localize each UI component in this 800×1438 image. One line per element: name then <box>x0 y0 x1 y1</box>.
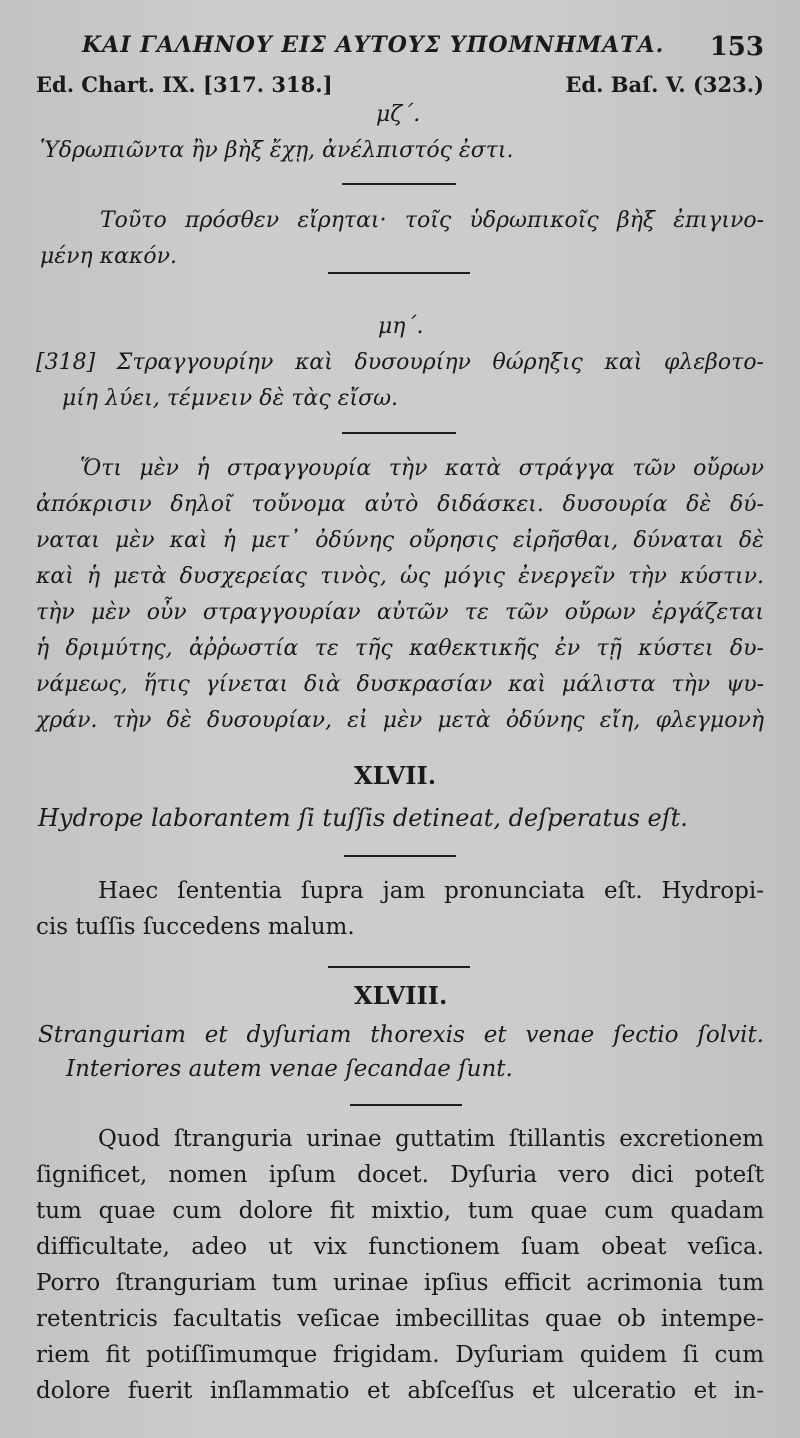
greek-aphorism-48-line: μίη λύει, τέμνειν δὲ τὰς εἴσω. <box>62 386 399 411</box>
latin-aphorism-48-line: Stranguriam et dyſuriam thorexis et venae ſectio ſolvit. <box>38 1022 764 1048</box>
running-title: ΚΑΙ ΓΑΛΗΝΟΥ ΕΙΣ ΑΥΤΟΥΣ ΥΠΟΜΝΗΜΑΤΑ. <box>82 32 665 58</box>
latin-aphorism-48-line: Interiores autem venae ſecandae ſunt. <box>66 1056 513 1082</box>
greek-comment-48-line: ἡ δριμύτης, ἀῤῥωστία τε τῆς καθεκτικῆς ἐν τῇ κύστει δυ- <box>36 636 764 661</box>
section-divider <box>342 183 456 185</box>
latin-comment-47-line: cis tuſſis ſuccedens malum. <box>36 914 355 940</box>
edition-ref-left: Ed. Chart. IX. [317. 318.] <box>36 72 333 97</box>
greek-comment-48-line: Ὅτι μὲν ἡ στραγγουρία τὴν κατὰ στράγγα τῶν οὔρων <box>80 456 764 481</box>
greek-section-48-number: μη΄. <box>378 314 424 339</box>
latin-comment-48-line: tum quae cum dolore fit mixtio, tum quae cum quadam <box>36 1198 764 1224</box>
section-divider <box>350 1104 462 1106</box>
latin-comment-48-line: difficultate, adeo ut vix functionem ſuam obeat veſica. <box>36 1234 764 1260</box>
latin-section-47-number: XLVII. <box>354 761 437 790</box>
latin-comment-48-line: Porro ſtranguriam tum urinae ipſius efficit acrimonia tum <box>36 1270 764 1296</box>
greek-comment-47-line: μένη κακόν. <box>40 244 177 269</box>
section-divider <box>344 855 456 857</box>
latin-aphorism-47: Hydrope laborantem ſi tuſſis detineat, deſperatus eſt. <box>38 804 688 832</box>
latin-comment-48-line: ſignificet, nomen ipſum docet. Dyſuria vero dici poteſt <box>36 1162 764 1188</box>
latin-comment-48-line: Quod ſtranguria urinae guttatim ſtillantis excretionem <box>98 1126 764 1152</box>
greek-comment-48-line: χράν. τὴν δὲ δυσουρίαν, εἰ μὲν μετὰ ὀδύνης εἴη, φλεγμονὴ <box>36 708 764 733</box>
edition-ref-right: Ed. Baſ. V. (323.) <box>565 72 764 97</box>
section-divider <box>328 966 470 968</box>
greek-aphorism-48-line: [318] Στραγγουρίην καὶ δυσουρίην θώρηξις καὶ φλεβοτο- <box>36 350 764 375</box>
greek-comment-48-line: τὴν μὲν οὖν στραγγουρίαν αὐτῶν τε τῶν οὔρων ἐργάζεται <box>36 600 764 625</box>
section-divider <box>328 272 470 274</box>
latin-comment-48-line: dolore fuerit inſlammatio et abſceſſus et ulceratio et in- <box>36 1378 764 1404</box>
latin-comment-48-line: retentricis facultatis veſicae imbecillitas quae ob intempe- <box>36 1306 764 1332</box>
greek-section-47-number: μζ΄. <box>376 102 421 127</box>
section-divider <box>342 432 456 434</box>
greek-comment-48-line: ναται μὲν καὶ ἡ μετ᾽ ὀδύνης οὔρησις εἰρῆσθαι, δύναται δὲ <box>36 528 764 553</box>
latin-comment-47-line: Haec ſententia ſupra jam pronunciata eſt. Hydropi- <box>98 878 764 904</box>
greek-comment-48-line: καὶ ἡ μετὰ δυσχερείας τινὸς, ὡς μόγις ἐνεργεῖν τὴν κύστιν. <box>36 564 764 589</box>
page-number: 153 <box>709 32 764 62</box>
greek-comment-48-line: νάμεως, ἥτις γίνεται διὰ δυσκρασίαν καὶ μάλιστα τὴν ψυ- <box>36 672 764 697</box>
latin-section-48-number: XLVIII. <box>354 981 448 1010</box>
latin-comment-48-line: riem fit potiſſimumque frigidam. Dyſuriam quidem ſi cum <box>36 1342 764 1368</box>
greek-comment-47-line: Τοῦτο πρόσθεν εἴρηται· τοῖς ὑδρωπικοῖς βὴξ ἐπιγινο- <box>100 208 764 233</box>
greek-comment-48-line: ἀπόκρισιν δηλοῖ τοὔνομα αὐτὸ διδάσκει. δυσουρία δὲ δύ- <box>36 492 764 517</box>
greek-aphorism-47: Ὑδρωπιῶντα ἢν βὴξ ἔχῃ, ἀνέλπιστός ἐστι. <box>40 138 514 163</box>
